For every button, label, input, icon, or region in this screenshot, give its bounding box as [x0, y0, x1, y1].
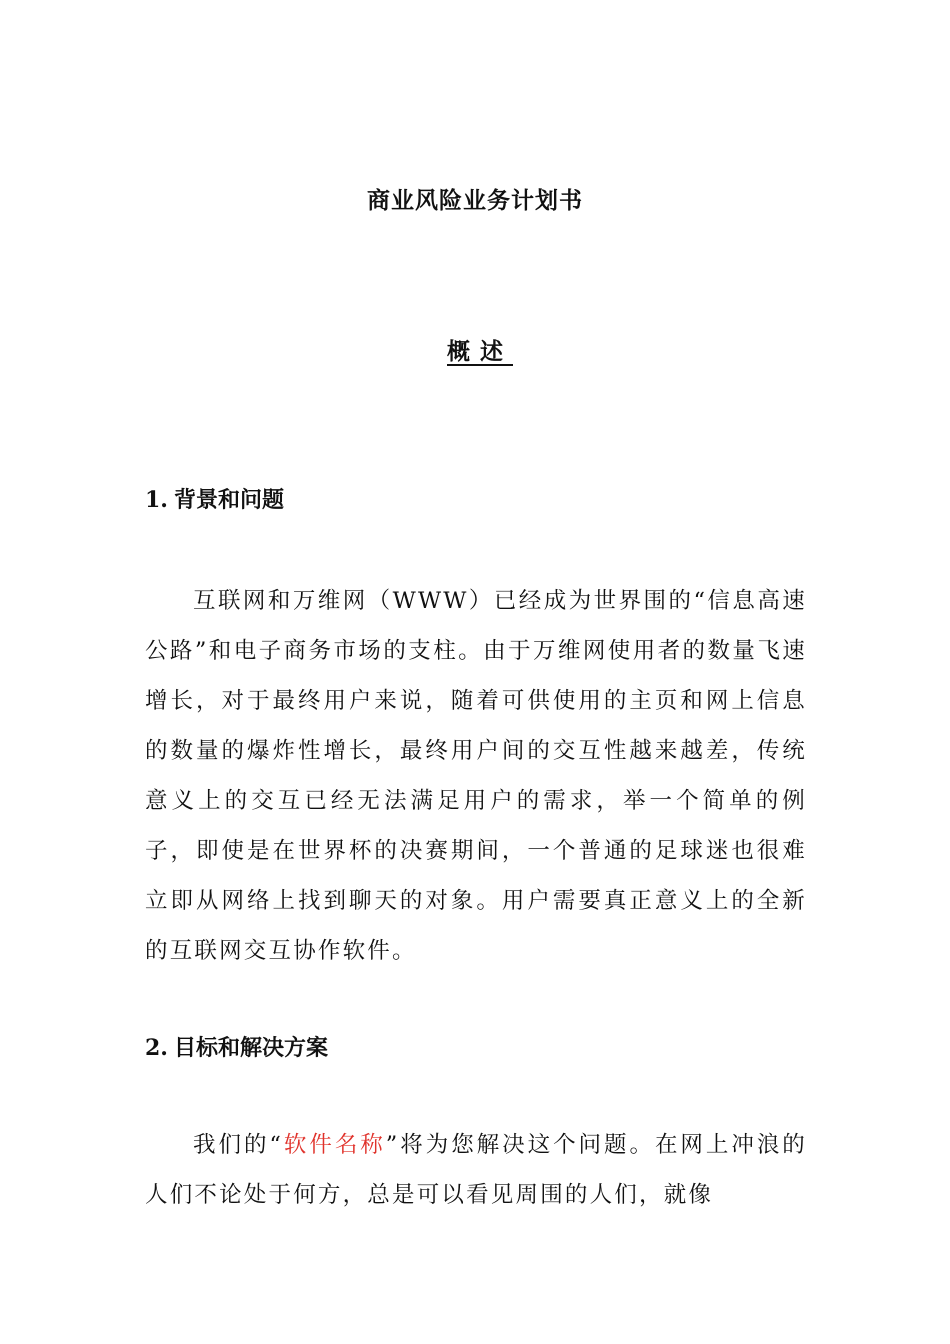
section-1-title: 背景和问题: [173, 487, 284, 513]
section-2-title: 目标和解决方案: [173, 1035, 328, 1061]
overview-heading: [0, 333, 950, 366]
section-2-paragraph-before: 我们的“: [193, 1132, 284, 1158]
software-name-placeholder: 软件名称: [283, 1132, 386, 1158]
section-1-number: 1.: [145, 487, 168, 513]
section-2-heading: [145, 1031, 328, 1062]
document-title: 商业风险业务计划书: [367, 187, 583, 214]
section-1-paragraph: 互联网和万维网（WWW）已经成为世界围的“信息高速公路”和电子商务市场的支柱。由于万维网使用者的数量飞速增长，对于最终用户来说，随着可供使用的主页和网上信息的数量的爆炸性增长，最终用户间的交互性越来越差，传统意义上的交互已经无法满足用户的需求，举一个简单的例子，即使是在世界杯的决赛期间，一个普通的足球迷也很难立即从网络上找到聊天的对象。用户需要真正意义上的全新的互联网交互协作软件。: [145, 588, 807, 964]
section-1-heading: [145, 483, 284, 514]
section-2-number: 2.: [145, 1035, 168, 1061]
section-2-paragraph-after: ”将为您解决这个问题。在网上冲浪的人们不论处于何方，总是可以看见周围的人们，就像: [145, 1132, 807, 1208]
overview-heading-text: 概述: [447, 338, 513, 365]
section-2-paragraph: [145, 1120, 807, 1220]
